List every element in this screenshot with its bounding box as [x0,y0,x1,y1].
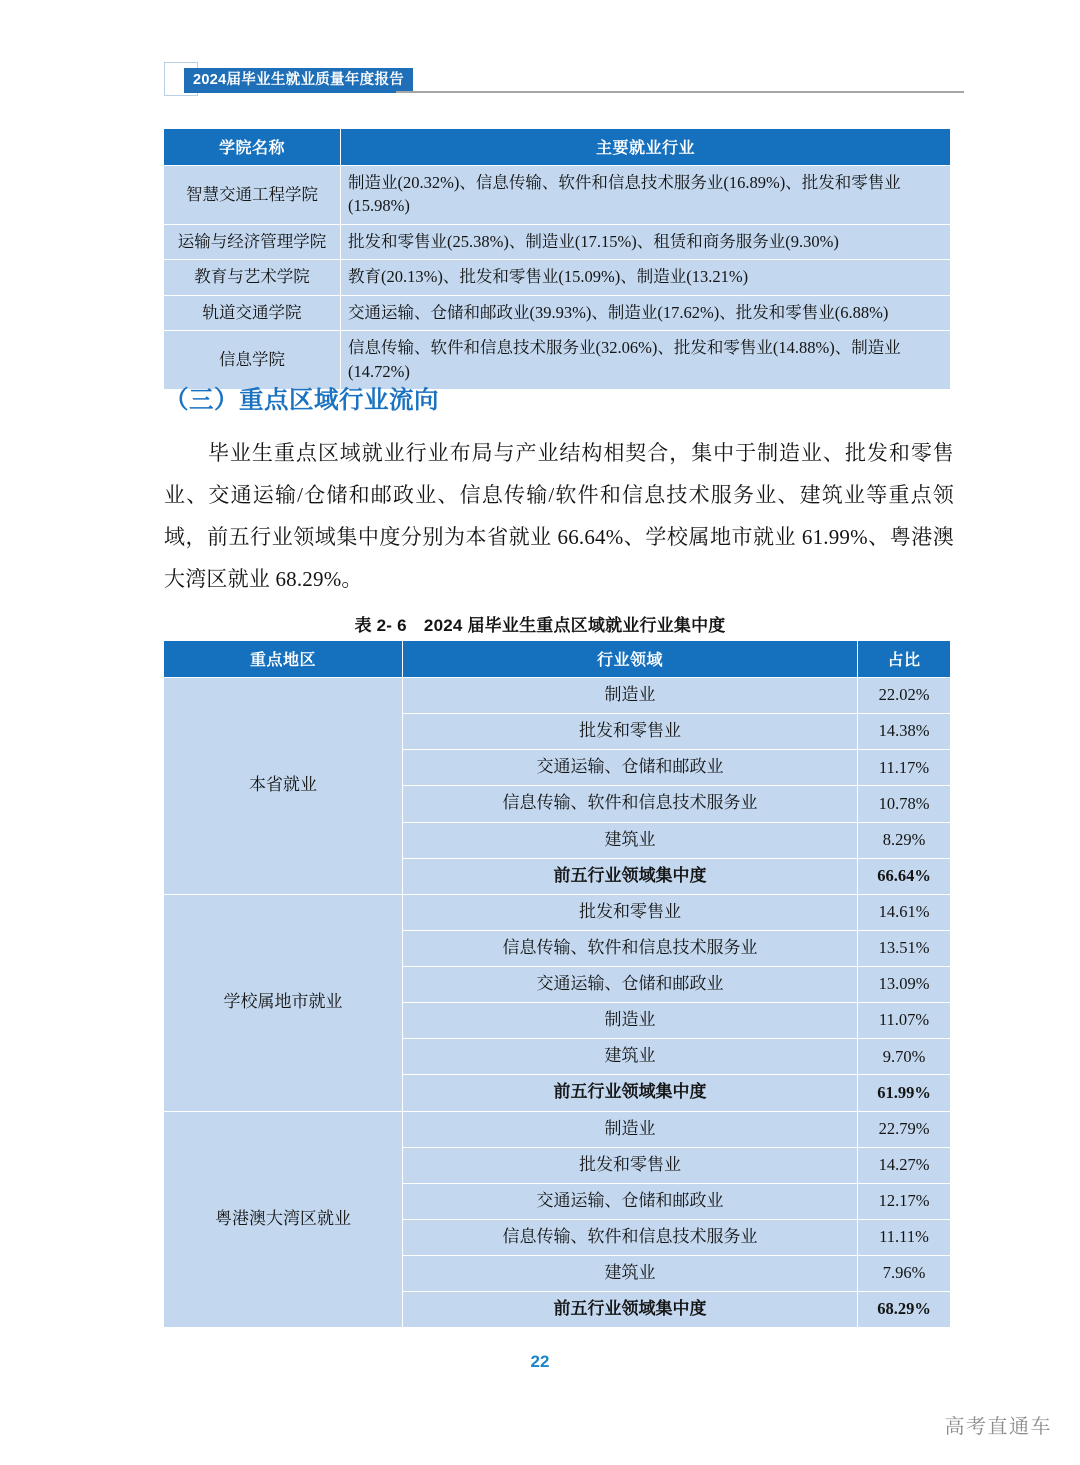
concentration-label-cell: 前五行业领域集中度 [403,1292,857,1327]
sector-cell: 交通运输、仓储和邮政业 [403,967,857,1002]
percentage-cell: 7.96% [858,1256,950,1291]
regions-table-container [163,640,951,1328]
sector-cell: 批发和零售业 [403,895,857,930]
college-name-cell: 轨道交通学院 [164,296,340,330]
percentage-cell: 8.29% [858,823,950,858]
percentage-cell: 13.51% [858,931,950,966]
sector-cell: 制造业 [403,1003,857,1038]
header-title-tag: 2024届毕业生就业质量年度报告 [184,68,413,93]
column-header-sector: 行业领域 [403,641,857,677]
region-cell: 学校属地市就业 [164,895,402,1111]
section-heading: （三）重点区域行业流向 [164,387,439,414]
percentage-cell: 10.78% [858,786,950,821]
percentage-cell: 11.17% [858,750,950,785]
concentration-value-cell: 68.29% [858,1292,950,1327]
concentration-value-cell: 61.99% [858,1075,950,1110]
colleges-table [163,128,951,390]
column-header-college: 学院名称 [164,129,340,165]
table-row [164,296,950,330]
college-name-cell: 信息学院 [164,331,340,389]
sector-cell: 制造业 [403,678,857,713]
column-header-region: 重点地区 [164,641,402,677]
running-header [164,62,964,102]
column-header-industries: 主要就业行业 [341,129,950,165]
college-name-cell: 教育与艺术学院 [164,260,340,294]
body-paragraph: 毕业生重点区域就业行业布局与产业结构相契合，集中于制造业、批发和零售业、交通运输/仓储和邮政业、信息传输/软件和信息技术服务业、建筑业等重点领域，前五行业领域集中度分别为本省就业 66.64%、学校属地市就业 61.99%、粤港澳大湾区就业 68.29%。 [164,441,954,591]
industries-cell: 教育(20.13%)、批发和零售业(15.09%)、制造业(13.21%) [341,260,950,294]
regions-table [163,640,951,1328]
industries-cell: 信息传输、软件和信息技术服务业(32.06%)、批发和零售业(14.88%)、制造业(14.72%) [341,331,950,389]
colleges-table-container [163,128,951,390]
industries-cell: 批发和零售业(25.38%)、制造业(17.15%)、租赁和商务服务业(9.30%) [341,225,950,259]
percentage-cell: 11.07% [858,1003,950,1038]
column-header-percentage: 占比 [858,641,950,677]
sector-cell: 制造业 [403,1112,857,1147]
table-row [164,260,950,294]
sector-cell: 信息传输、软件和信息技术服务业 [403,931,857,966]
sector-cell: 建筑业 [403,1256,857,1291]
sector-cell: 建筑业 [403,1039,857,1074]
page-number: 22 [530,1352,550,1371]
table-row [164,225,950,259]
table-row [164,166,950,224]
sector-cell: 建筑业 [403,823,857,858]
sector-cell: 交通运输、仓储和邮政业 [403,1184,857,1219]
industries-cell: 交通运输、仓储和邮政业(39.93%)、制造业(17.62%)、批发和零售业(6.88%) [341,296,950,330]
region-cell: 粤港澳大湾区就业 [164,1112,402,1328]
watermark: 高考直通车 [944,1416,1052,1438]
percentage-cell: 9.70% [858,1039,950,1074]
college-name-cell: 运输与经济管理学院 [164,225,340,259]
percentage-cell: 14.27% [858,1148,950,1183]
sector-cell: 批发和零售业 [403,714,857,749]
sector-cell: 信息传输、软件和信息技术服务业 [403,1220,857,1255]
concentration-label-cell: 前五行业领域集中度 [403,1075,857,1110]
sector-cell: 交通运输、仓储和邮政业 [403,750,857,785]
percentage-cell: 14.61% [858,895,950,930]
region-cell: 本省就业 [164,678,402,894]
college-name-cell: 智慧交通工程学院 [164,166,340,224]
concentration-label-cell: 前五行业领域集中度 [403,859,857,894]
table-header-row [164,641,950,677]
percentage-cell: 13.09% [858,967,950,1002]
industries-cell: 制造业(20.32%)、信息传输、软件和信息技术服务业(16.89%)、批发和零售业(15.98%) [341,166,950,224]
sector-cell: 信息传输、软件和信息技术服务业 [403,786,857,821]
percentage-cell: 14.38% [858,714,950,749]
table-row [164,678,950,713]
table-header-row [164,129,950,165]
sector-cell: 批发和零售业 [403,1148,857,1183]
table-row [164,1112,950,1147]
percentage-cell: 22.79% [858,1112,950,1147]
table-row [164,895,950,930]
percentage-cell: 11.11% [858,1220,950,1255]
regions-table-caption: 表 2- 6 2024 届毕业生重点区域就业行业集中度 [354,616,726,635]
percentage-cell: 12.17% [858,1184,950,1219]
header-rule [396,91,964,93]
concentration-value-cell: 66.64% [858,859,950,894]
percentage-cell: 22.02% [858,678,950,713]
